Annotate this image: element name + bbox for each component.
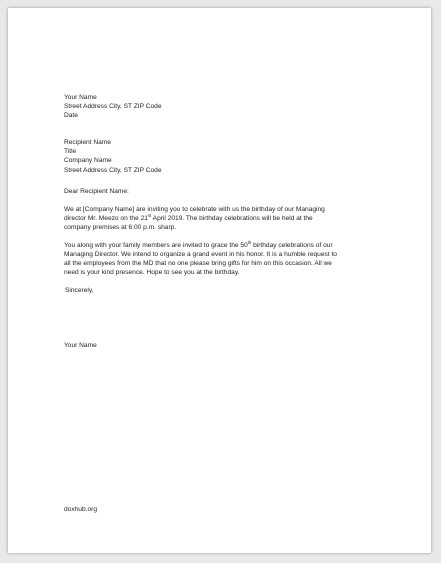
paragraph2-line2: Managing Director. We intend to organize a grand event in his honor. It is a humble request to [64, 251, 337, 259]
paragraph1-line1: We at [Company Name] are inviting you to celebrate with us the birthday of our Managing [64, 205, 325, 213]
ordinal-suffix: st [147, 212, 152, 218]
footer-site: doxhub.org [64, 506, 97, 513]
document-page [8, 8, 431, 553]
paragraph1-line2 [64, 214, 382, 223]
recipient-title: Title [64, 148, 77, 156]
paragraph2-line3: all the employees from the MD that no one please bring gifts for him on this occasion. All we [64, 260, 332, 268]
paragraph2-line1-start: You along with your family members are invited to grace the 50 [64, 242, 248, 250]
paragraph1-line3: company premises at 6:00 p.m. sharp. [64, 223, 177, 231]
recipient-block [64, 138, 382, 174]
sender-name: Your Name [64, 94, 97, 101]
recipient-company: Company Name [64, 157, 112, 165]
salutation: Dear Recipient Name: [64, 187, 129, 195]
closing: Sincerely, [65, 287, 94, 295]
paragraph-details [64, 241, 382, 277]
paragraph-invitation [64, 205, 382, 232]
paragraph1-line2-end: April 2019. The birthday celebrations will be held at the [151, 214, 313, 222]
sender-address: Street Address City, ST ZIP Code [64, 103, 162, 111]
paragraph1-line2-start: director Mr. Meezo on the 21 [64, 214, 148, 222]
paragraph2-line4: need is your kind presence. Hope to see you at the birthday. [64, 269, 240, 277]
ordinal-suffix: th [247, 239, 252, 245]
sender-block [64, 93, 382, 120]
recipient-name: Recipient Name [64, 139, 111, 147]
sender-date: Date [64, 112, 78, 120]
paragraph2-line1 [64, 241, 382, 250]
letter-body [64, 93, 382, 350]
recipient-address: Street Address City, ST ZIP Code [64, 166, 162, 174]
paragraph2-line1-end: birthday celebrations of our [251, 242, 333, 250]
signature-name: Your Name [64, 341, 97, 349]
